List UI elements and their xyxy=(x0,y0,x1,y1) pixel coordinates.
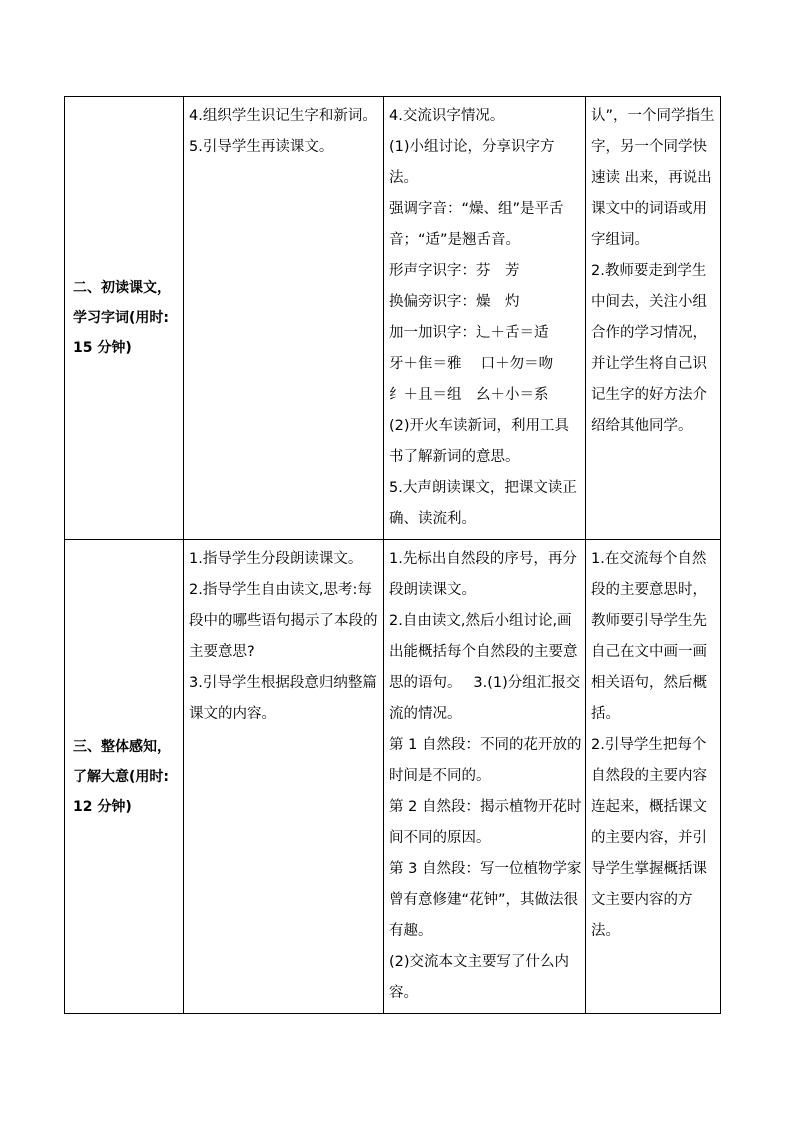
notes-item: 2.引导学生把每个自然段的主要内容连起来，概括课文的主要内容，并引导学生掌握概括课文主要内容的方法。 xyxy=(591,737,707,939)
student-item: 强调字音：“燥、组”是平舌音；“适”是翘舌音。 xyxy=(389,201,564,248)
student-item: (2)开火车读新词，利用工具书了解新词的意思。 xyxy=(389,418,570,465)
student-item: 形声字识字：芬 芳 xyxy=(389,263,520,279)
student-item: 5.大声朗读课文，把课文读正确、读流利。 xyxy=(389,480,577,527)
student-item: 2.自由读文,然后小组讨论,画出能概括每个自然段的主要意思的语句。 3.(1)分组汇报交流的情况。 xyxy=(389,613,581,722)
stage-line: 12 分钟) xyxy=(73,798,132,815)
student-item: (1)小组讨论，分享识字方法。 xyxy=(389,139,555,186)
notes-item: 2.教师要走到学生中间去，关注小组合作的学习情况，并让学生将自己识记生字的好方法介绍给其他同学。 xyxy=(591,263,707,434)
table-row xyxy=(65,97,721,540)
student-item: 第 3 自然段：写一位植物学家曾有意修建“花钟”，其做法很有趣。 xyxy=(389,861,582,939)
stage-line: 15 分钟) xyxy=(73,340,132,356)
stage-line: 二、初读课文， xyxy=(73,280,171,296)
teacher-item: 4.组织学生识记生字和新词。 xyxy=(189,108,377,124)
student-activity-cell xyxy=(384,540,586,1014)
stage-line: 了解大意(用时: xyxy=(73,768,169,785)
notes-item: 1.在交流每个自然段的主要意思时，教师要引导学生先自己在文中画一画相关语句，然后概括。 xyxy=(591,551,707,722)
notes-cell xyxy=(586,97,721,540)
student-activity-cell xyxy=(384,97,586,540)
teacher-item: 3.引导学生根据段意归纳整篇课文的内容。 xyxy=(189,675,377,722)
stage-cell xyxy=(65,540,184,1014)
student-item: 4.交流识字情况。 xyxy=(389,108,505,124)
teacher-item: 1.指导学生分段朗读课文。 xyxy=(189,551,363,567)
student-item: 加一加识字：辶＋舌＝适 xyxy=(389,325,549,341)
teacher-activity-cell xyxy=(184,540,384,1014)
stage-line: 学习字词(用时: xyxy=(73,310,169,326)
table-row xyxy=(65,540,721,1014)
notes-item: 认”，一个同学指生 字，另一个同学快速读 出来，再说出课文中的词语或用字组词。 xyxy=(591,108,715,248)
stage-cell xyxy=(65,97,184,540)
student-item: 牙＋隹＝雅 口＋勿＝吻 xyxy=(389,356,554,372)
teacher-item: 5.引导学生再读课文。 xyxy=(189,139,334,155)
student-item: 1.先标出自然段的序号，再分段朗读课文。 xyxy=(389,551,577,598)
student-item: 第 1 自然段：不同的花开放的时间是不同的。 xyxy=(389,737,582,784)
teacher-item: 2.指导学生自由读文,思考:每段中的哪些语句揭示了本段的主要意思? xyxy=(189,582,378,660)
teacher-activity-cell xyxy=(184,97,384,540)
student-item: (2)交流本文主要写了什么内容。 xyxy=(389,954,570,1001)
student-item: 纟＋且＝组 幺＋小＝系 xyxy=(389,387,549,403)
notes-cell xyxy=(586,540,721,1014)
student-item: 第 2 自然段：揭示植物开花时间不同的原因。 xyxy=(389,799,582,846)
lesson-plan-table xyxy=(64,96,721,1014)
stage-line: 三、整体感知， xyxy=(73,738,171,755)
student-item: 换偏旁识字：燥 灼 xyxy=(389,294,520,310)
